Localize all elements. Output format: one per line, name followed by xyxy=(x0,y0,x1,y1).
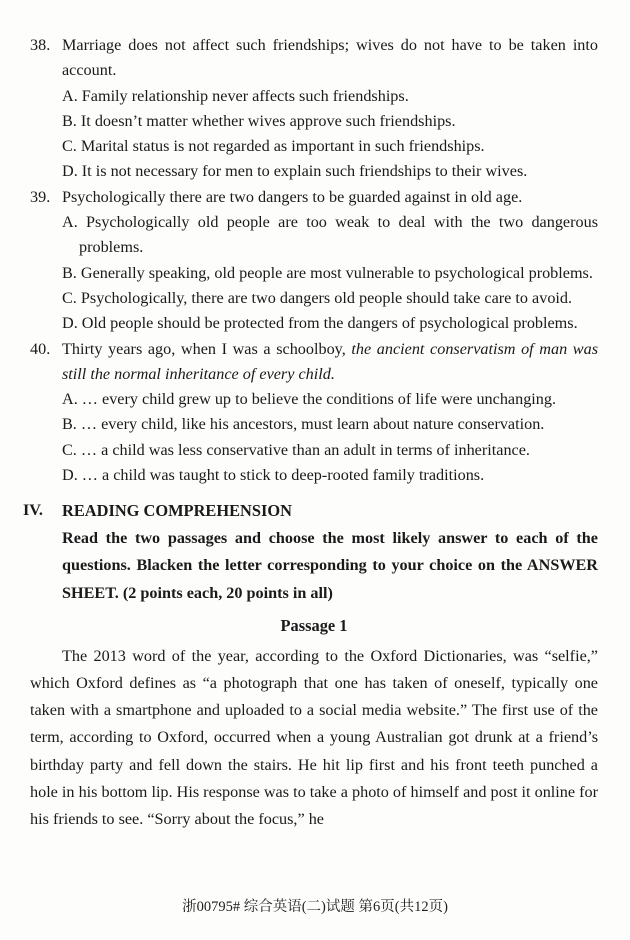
question-40-stem xyxy=(62,337,598,388)
question-38-option-c: C. Marital status is not regarded as important in such friendships. xyxy=(62,137,485,156)
question-38 xyxy=(30,33,598,185)
question-40-option-b: B. … every child, like his ancestors, must learn about nature conservation. xyxy=(62,415,545,434)
question-40-body xyxy=(62,337,598,489)
question-40-stem-italic: the ancient conservatism of man was still the normal inheritance of every child. xyxy=(62,339,598,383)
section-body xyxy=(62,497,598,607)
question-40-option-c: C. … a child was less conservative than an adult in terms of inheritance. xyxy=(62,440,530,459)
question-38-stem: Marriage does not affect such friendships; wives do not have to be taken into account. xyxy=(62,36,598,80)
question-38-option-a: A. Family relationship never affects such friendships. xyxy=(62,86,409,105)
passage-title: Passage 1 xyxy=(280,616,348,636)
question-38-body xyxy=(62,33,598,185)
question-38-option-b: B. It doesn’t matter whether wives approve such friendships. xyxy=(62,111,456,130)
question-39-body xyxy=(62,185,598,337)
question-40-option-a: A. … every child grew up to believe the conditions of life were unchanging. xyxy=(62,390,557,409)
question-39-option-c: C. Psychologically, there are two dangers old people should take care to avoid. xyxy=(62,288,573,307)
question-39-option-a: A. Psychologically old people are too weak to deal with the two dangerous problems. xyxy=(62,213,598,257)
section-number: IV. xyxy=(23,501,43,520)
passage-paragraph: The 2013 word of the year, according to the Oxford Dictionaries, was “selfie,” which Oxford defines as “a photograph that one has taken of oneself, typically one taken with a smartphone and uploaded to a social media website.” The first use of the term, according to Oxford, occurred when a young Australian got drunk at a friend’s birthday party and fell down the stairs. He hit lip first and his front teeth punched a hole in his bottom lip. His response was to take a photo of himself and post it online for his friends to see. “Sorry about the focus,” he xyxy=(30,646,598,829)
question-38-number: 38. xyxy=(30,36,51,54)
question-40-stem-normal: Thirty years ago, when I was a schoolboy, xyxy=(62,339,352,358)
question-40-option-d: D. … a child was taught to stick to deep-rooted family traditions. xyxy=(62,466,485,485)
question-40-number: 40. xyxy=(30,339,51,358)
section-title: READING COMPREHENSION xyxy=(62,501,292,521)
question-39-stem: Psychologically there are two dangers to be guarded against in old age. xyxy=(62,187,523,206)
question-39-option-d: D. Old people should be protected from the dangers of psychological problems. xyxy=(62,314,578,333)
question-40 xyxy=(30,337,598,489)
section-reading-comprehension xyxy=(23,497,598,607)
question-38-option-d: D. It is not necessary for men to explain such friendships to their wives. xyxy=(62,162,528,181)
question-39 xyxy=(30,185,598,337)
question-39-number: 39. xyxy=(30,187,51,206)
section-instructions: Read the two passages and choose the most likely answer to each of the questions. Blacken the letter corresponding to your choice on the ANSWER SHEET. (2 points each, 20 points in all) xyxy=(62,528,598,602)
question-39-option-b: B. Generally speaking, old people are most vulnerable to psychological problems. xyxy=(62,263,593,282)
page-footer: 浙00795# 综合英语(二)试题 第6页(共12页) xyxy=(182,899,448,915)
